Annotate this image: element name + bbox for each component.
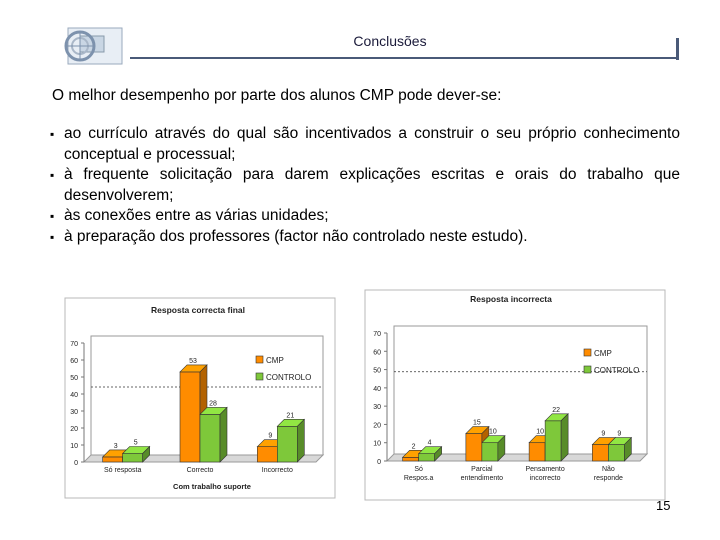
bullet-icon: ▪ [50,127,55,141]
legend-swatch [584,366,591,373]
x-tick-label: Respos.a [403,475,434,482]
data-label: 53 [189,357,197,365]
bar [529,443,545,461]
y-tick-label: 60 [373,349,381,357]
x-tick-label: entendimento [460,475,504,482]
bullet-icon: ▪ [50,209,55,223]
y-tick-label: 50 [70,375,78,382]
intro-text: O melhor desempenho por parte dos alunos CMP pode dever-se: [52,87,502,104]
data-label: 9 [601,430,606,438]
legend-label: CMP [594,349,612,358]
legend-label: CONTROLO [266,373,312,382]
legend-swatch [584,349,591,356]
y-tick-label: 40 [70,392,78,399]
y-tick-label: 10 [373,440,381,448]
legend-label: CONTROLO [594,366,640,375]
y-tick-label: 0 [74,460,78,467]
y-tick-label: 10 [70,443,78,450]
y-tick-label: 0 [377,459,381,466]
bar [545,421,561,461]
y-tick-label: 30 [373,404,381,412]
y-tick-label: 60 [70,358,78,365]
y-tick-label: 30 [70,409,78,416]
y-tick-label: 70 [70,341,78,348]
x-tick-label: Pensamento [525,466,565,473]
data-label: 3 [113,442,118,450]
data-label: 5 [133,439,138,447]
x-tick-label: incorrecto [529,475,561,482]
plot-wall [394,326,647,454]
y-tick-label: 20 [373,422,381,430]
data-label: 21 [286,412,295,420]
bullet-icon: ▪ [50,229,55,244]
data-label: 22 [552,406,561,414]
x-tick-label: Parcial [471,466,493,473]
x-tick-label: Só [414,466,423,473]
data-label: 10 [488,428,497,436]
y-tick-label: 70 [373,331,381,338]
x-tick-label: Não [601,466,615,473]
bar [482,443,498,461]
data-label: 4 [427,439,432,447]
data-label: 28 [209,400,217,408]
chart-title: Resposta correcta final [150,305,246,315]
x-tick-label: responde [593,475,623,482]
x-tick-label: Só resposta [103,467,142,474]
data-label: 9 [617,430,622,438]
bullet-text: à frequente solicitação para darem explicações escritas e orais do trabalho que desenvolverem; [64,166,680,204]
y-tick-label: 20 [70,426,78,433]
bar [419,454,435,461]
bar [592,445,608,461]
chart-title: Resposta incorrecta [470,294,552,304]
bullet-text: ao currículo através do qual são incentivados a construir o seu próprio conhecimento conceptual e processual; [64,125,680,163]
y-tick-label: 40 [373,385,381,393]
legend-label: CMP [266,356,284,365]
data-label: 2 [411,443,416,451]
bullet-text: às conexões entre as várias unidades; [64,207,329,224]
bar [403,457,419,461]
data-label: 15 [472,419,481,427]
x-axis-title: Com trabalho suporte [173,482,251,491]
page-number: 15 [656,498,671,513]
bar [608,445,624,461]
slide-title: Conclusões [353,33,427,49]
bar [466,434,482,461]
bullet-icon: ▪ [50,168,55,182]
y-tick-label: 50 [373,367,381,375]
x-tick-label: Correcto [186,467,214,474]
bullet-text: à preparação dos professores (factor não controlado neste estudo). [64,227,528,245]
data-label: 9 [268,432,273,440]
bar-side [561,414,568,461]
x-tick-label: Incorrecto [261,467,293,474]
data-label: 10 [536,428,545,436]
